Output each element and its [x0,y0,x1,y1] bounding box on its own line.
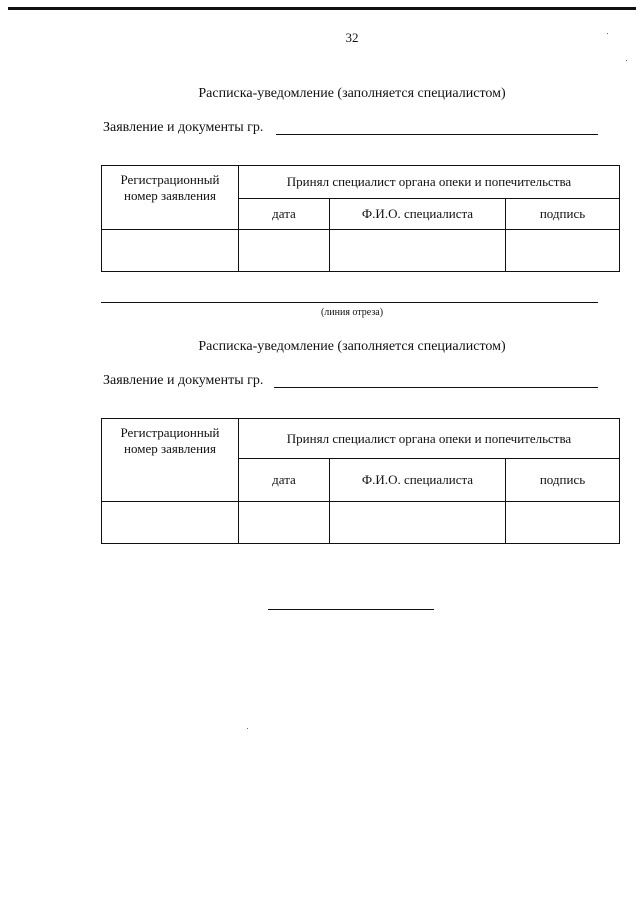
form-2-cell-reg[interactable] [102,502,239,544]
form-2-cell-name[interactable] [330,502,506,544]
form-1-cell-reg[interactable] [102,230,239,272]
end-rule [268,609,434,610]
form-1-col-date: дата [239,199,330,230]
form-1-cell-signature[interactable] [506,230,620,272]
form-2-title: Расписка-уведомление (заполняется специалистом) [198,339,506,354]
form-1-accepted-header: Принял специалист органа опеки и попечительства [239,166,620,199]
form-2-applicant-label: Заявление и документы гр. [103,373,264,388]
form-2-accepted-header: Принял специалист органа опеки и попечительства [239,419,620,459]
form-1-reg-header: Регистрационный номер заявления [102,166,239,230]
form-1-cell-date[interactable] [239,230,330,272]
form-2-cell-date[interactable] [239,502,330,544]
form-2-col-date: дата [239,459,330,502]
cut-line-label: (линия отреза) [320,307,384,318]
form-1-col-name: Ф.И.О. специалиста [330,199,506,230]
form-1-table [101,165,620,272]
form-2-col-name: Ф.И.О. специалиста [330,459,506,502]
form-2-table [101,418,620,544]
form-2-col-signature: подпись [506,459,620,502]
form-1-title: Расписка-уведомление (заполняется специалистом) [198,86,506,101]
cut-line [101,302,598,303]
form-2-cell-signature[interactable] [506,502,620,544]
page-number: 32 [345,30,359,45]
form-1-applicant-line [276,134,598,135]
scan-speck [247,728,248,729]
form-1-applicant-label: Заявление и документы гр. [103,120,264,135]
top-rule [8,7,636,10]
scan-speck [607,33,608,34]
form-1-cell-name[interactable] [330,230,506,272]
scan-speck [626,60,627,61]
form-2-reg-header: Регистрационный номер заявления [102,419,239,502]
form-2-applicant-line [274,387,598,388]
form-1-col-signature: подпись [506,199,620,230]
